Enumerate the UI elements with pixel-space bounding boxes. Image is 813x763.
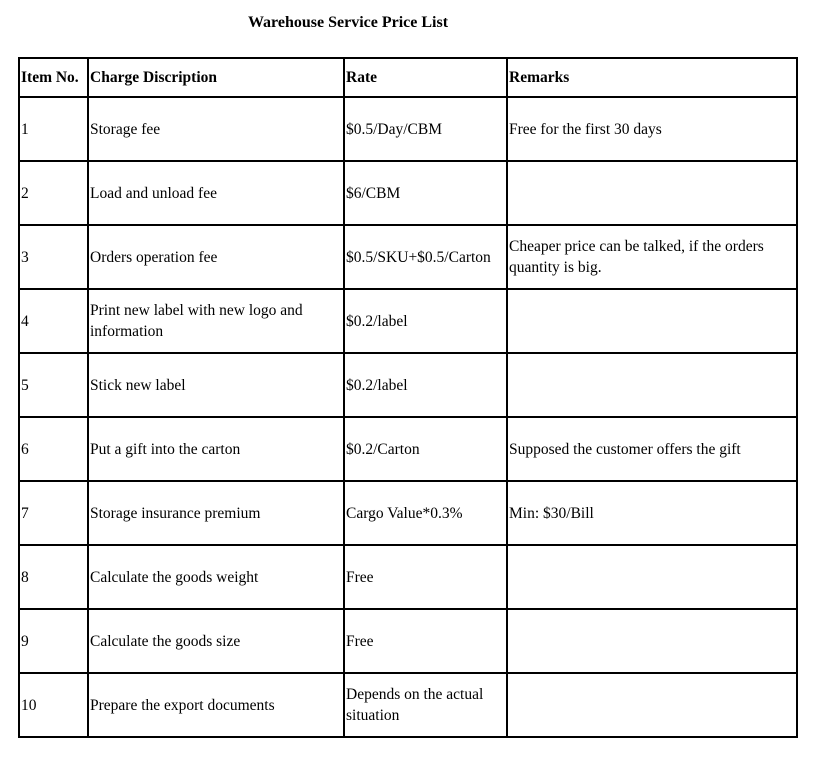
rate-cell: Free [344,609,507,673]
remarks-cell [507,609,797,673]
remarks-cell [507,545,797,609]
remarks-cell [507,161,797,225]
charge-description-cell: Put a gift into the carton [88,417,344,481]
table-row [19,545,797,609]
charge-description-cell: Storage fee [88,97,344,161]
charge-description-cell: Calculate the goods weight [88,545,344,609]
document-title: Warehouse Service Price List [247,14,449,31]
remarks-cell: Free for the first 30 days [507,97,797,161]
item-number-cell: 8 [19,545,88,609]
rate-cell: $0.2/label [344,353,507,417]
item-number-cell: 4 [19,289,88,353]
header-rate: Rate [344,58,507,97]
rate-cell: $0.2/label [344,289,507,353]
table-row [19,225,797,289]
table-row [19,161,797,225]
rate-cell: $6/CBM [344,161,507,225]
rate-cell: Free [344,545,507,609]
item-number-cell: 1 [19,97,88,161]
remarks-cell [507,353,797,417]
remarks-cell: Supposed the customer offers the gift [507,417,797,481]
remarks-cell [507,289,797,353]
header-remarks: Remarks [507,58,797,97]
header-item-no: Item No. [19,58,88,97]
rate-cell: Cargo Value*0.3% [344,481,507,545]
charge-description-cell: Orders operation fee [88,225,344,289]
rate-cell: $0.2/Carton [344,417,507,481]
charge-description-cell: Load and unload fee [88,161,344,225]
table-row [19,481,797,545]
rate-cell: $0.5/SKU+$0.5/Carton [344,225,507,289]
table-row [19,609,797,673]
table-row [19,97,797,161]
price-table [18,57,798,738]
table-row [19,417,797,481]
item-number-cell: 3 [19,225,88,289]
item-number-cell: 2 [19,161,88,225]
table-row [19,353,797,417]
charge-description-cell: Calculate the goods size [88,609,344,673]
rate-cell: Depends on the actual situation [344,673,507,737]
charge-description-cell: Print new label with new logo and information [88,289,344,353]
remarks-cell: Cheaper price can be talked, if the orders quantity is big. [507,225,797,289]
remarks-cell: Min: $30/Bill [507,481,797,545]
header-row [19,58,797,97]
item-number-cell: 7 [19,481,88,545]
charge-description-cell: Stick new label [88,353,344,417]
item-number-cell: 10 [19,673,88,737]
remarks-cell [507,673,797,737]
table-row [19,289,797,353]
header-charge-description: Charge Discription [88,58,344,97]
charge-description-cell: Prepare the export documents [88,673,344,737]
item-number-cell: 5 [19,353,88,417]
item-number-cell: 6 [19,417,88,481]
item-number-cell: 9 [19,609,88,673]
rate-cell: $0.5/Day/CBM [344,97,507,161]
table-row [19,673,797,737]
charge-description-cell: Storage insurance premium [88,481,344,545]
